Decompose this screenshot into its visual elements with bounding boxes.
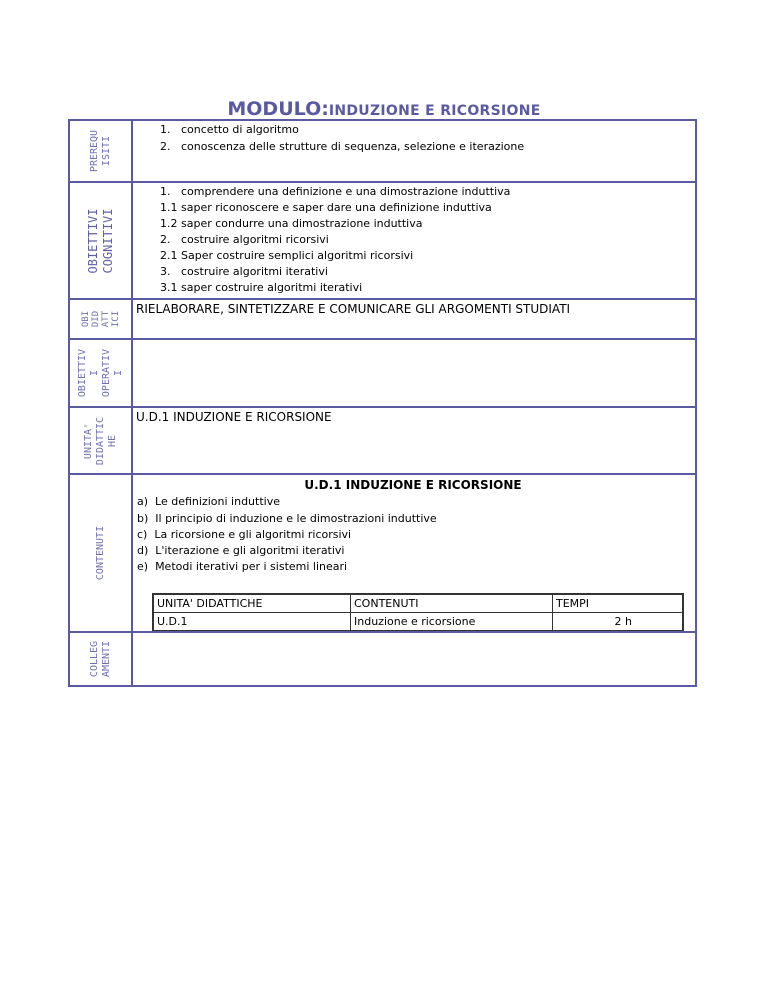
table-header-row [153,594,683,613]
label-obiettivi-didattici: OBI DID ATT ICI [80,310,121,328]
row-obiettivi-didattici [70,298,695,338]
table-cell: 2 h [553,613,684,632]
list-item: 1.2 saper condurre una dimostrazione induttiva [160,217,423,230]
list-item: b) Il principio di induzione e le dimostrazioni induttive [137,512,437,525]
label-obiettivi-cognitivi: OBIETTIVI COGNITIVI [85,207,115,274]
row-prerequisiti [70,121,695,181]
list-item: 2.1 Saper costruire semplici algoritmi ricorsivi [160,249,414,262]
list-item: e) Metodi iterativi per i sistemi lineari [137,560,348,573]
table-row [153,613,683,632]
label-contenuti: CONTENUTI [94,525,106,581]
table-header-cell: UNITA' DIDATTICHE [153,594,351,613]
table-cell: U.D.1 [153,613,351,632]
list-item: 1. comprendere una definizione e una dimostrazione induttiva [160,185,511,198]
list-item: 3. costruire algoritmi iterativi [160,265,328,278]
label-collegamenti: COLLEG AMENTI [88,640,112,678]
module-title [0,98,768,120]
module-title-main: MODULO: [227,98,329,120]
row-obiettivi-operativi [70,338,695,406]
contenuti-heading: U.D.1 INDUZIONE E RICORSIONE [304,478,522,492]
obiettivi-didattici-text: RIELABORARE, SINTETIZZARE E COMUNICARE GLI ARGOMENTI STUDIATI [136,302,571,316]
row-unita-didattiche [70,406,695,473]
table-header-cell: CONTENUTI [351,594,553,613]
list-item: 3.1 saper costruire algoritmi iterativi [160,281,363,294]
list-item: 1. concetto di algoritmo [160,123,299,136]
list-item: c) La ricorsione e gli algoritmi ricorsivi [137,528,352,541]
module-title-sub: INDUZIONE E RICORSIONE [328,103,541,119]
label-obiettivi-operativi: OBIETTIV I OPERATIV I [76,348,124,398]
list-item: d) L'iterazione e gli algoritmi iterativi [137,544,345,557]
list-item: 2. costruire algoritmi ricorsivi [160,233,329,246]
contenuti-inner-table [152,593,684,632]
table-cell: Induzione e ricorsione [351,613,553,632]
row-obiettivi-cognitivi [70,181,695,298]
list-item: 1.1 saper riconoscere e saper dare una definizione induttiva [160,201,492,214]
table-header-cell: TEMPI [553,594,684,613]
module-table [68,119,697,687]
list-item: a) Le definizioni induttive [137,495,280,508]
list-item: 2. conoscenza delle strutture di sequenza, selezione e iterazione [160,140,525,153]
label-prerequisiti: PREREQU ISITI [88,129,112,173]
label-unita-didattiche: UNITA' DIDATTIC HE [82,416,118,465]
row-contenuti [70,473,695,631]
unita-didattiche-text: U.D.1 INDUZIONE E RICORSIONE [136,410,332,424]
row-collegamenti [70,631,695,685]
